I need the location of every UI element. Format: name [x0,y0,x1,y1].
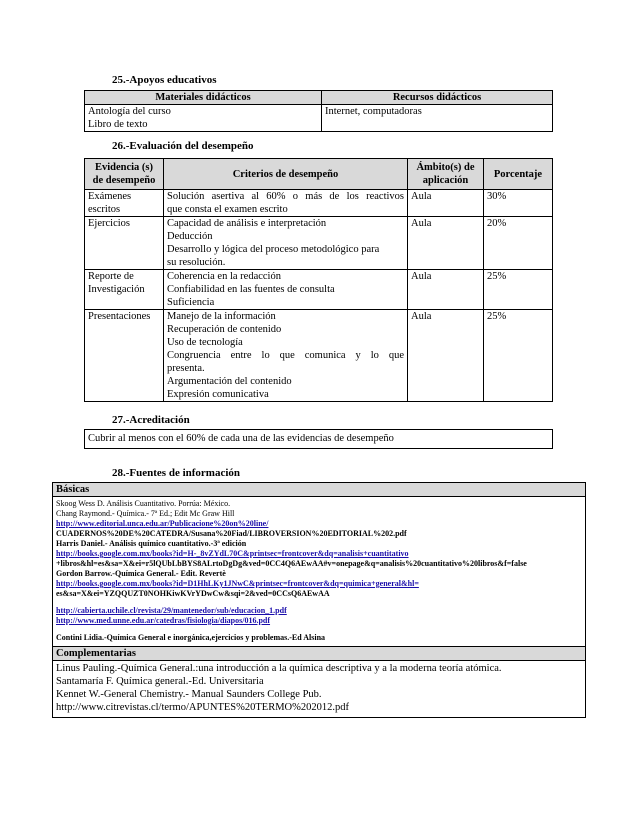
reference-item: Skoog Wess D. Análisis Cuantitativo. Porrúa: México. [56,499,231,508]
ambito-header-line: aplicación [422,175,469,186]
porcentaje-cell: 30% [484,190,553,217]
reference-item: Harris Daniel.- Análisis químico cuantitativo.-3ª edición [56,539,247,548]
complementarias-cell [53,661,586,718]
reference-item: Gordon Barrow.-Química General.- Edit. Revertè [56,569,226,578]
fuentes-table [52,482,586,718]
acreditacion-cell: Cubrir al menos con el 60% de cada una de las evidencias de desempeño [85,430,553,449]
section-heading-evaluacion: 26.-Evaluación del desempeño [112,140,254,152]
section-heading-apoyos: 25.-Apoyos educativos [112,74,217,86]
section-heading-fuentes: 28.-Fuentes de información [112,467,241,479]
spacer [56,599,582,606]
reference-link[interactable]: http://books.google.com.mx/books?id=D1HhLKy1JNwC&printsec=frontcover&dq=quimica+general&hl= [56,579,419,588]
reference-item: CUADERNOS%20DE%20CATEDRA/Susana%20Fiad/LIBROVERSION%20EDITORIAL%202.pdf [56,529,407,538]
reference-link[interactable]: http://books.google.com.mx/books?id=H-_8vZYdL70C&printsec=frontcover&dq=analisis+cuantitativo [56,549,409,558]
reference-item: es&sa=X&ei=YZQQUZT0NOHKiwKVrYDwCw&sqi=2&ved=0CCsQ6AEwAA [56,589,330,598]
basicas-header: Básicas [53,483,586,497]
col-recursos-header: Recursos didácticos [322,91,553,105]
reference-item: Chang Raymond.- Química.- 7ª Ed.; Edit Mc Graw Hill [56,509,235,518]
reference-link[interactable]: http://cabierta.uchile.cl/revista/29/mantenedor/sub/educacion_1.pdf [56,606,287,615]
reference-item: Linus Pauling.-Química General.:una introducción a la química descriptiva y a la moderna teoría atómica. [56,663,502,674]
complementarias-header: Complementarias [53,647,586,661]
col-materiales-header: Materiales didácticos [85,91,322,105]
apoyos-table [84,90,553,132]
ambito-header-line: Ámbito(s) de [416,162,475,173]
materiales-item: Antología del curso [88,106,171,117]
table-row [85,190,553,217]
reference-item: +libros&hl=es&sa=X&ei=r5lQUbLbBYS8ALrtoDgDg&ved=0CC4Q6AEwAA#v=onepage&q=analisis%20cuantitativo%20libros&f=false [56,559,527,568]
reference-link[interactable]: http://www.editorial.unca.edu.ar/Publicacione%20on%20line/ [56,519,269,528]
reference-item: Santamaría F. Química general.-Ed. Universitaria [56,676,264,687]
table-row [85,270,553,310]
spacer [56,626,582,633]
ambito-cell: Aula [408,310,484,402]
materiales-cell [85,105,322,132]
evidencia-cell: Presentaciones [85,310,164,402]
evidencia-cell: Exámenes escritos [85,190,164,217]
col-ambito-header [408,159,484,190]
reference-item: Kennet W.-General Chemistry.- Manual Saunders College Pub. [56,689,322,700]
porcentaje-cell: 20% [484,217,553,270]
ambito-cell: Aula [408,190,484,217]
col-criterios-header: Criterios de desempeño [164,159,408,190]
criterios-cell: Solución asertiva al 60% o más de los reactivos que consta el examen escrito [164,190,408,217]
porcentaje-cell: 25% [484,310,553,402]
recursos-cell: Internet, computadoras [322,105,553,132]
col-evidencia-header [85,159,164,190]
criterios-cell: Coherencia en la redacción Confiabilidad en las fuentes de consulta Suficiencia [164,270,408,310]
reference-link[interactable]: http://www.med.unne.edu.ar/catedras/fisiologia/diapos/016.pdf [56,616,271,625]
ambito-cell: Aula [408,270,484,310]
evidencia-header-line: de desempeño [92,175,156,186]
col-porcentaje-header: Porcentaje [484,159,553,190]
table-row [85,217,553,270]
table-row [85,310,553,402]
criterios-cell: Manejo de la información Recuperación de contenido Uso de tecnología Congruencia entre lo que comunica y lo que presenta. Argumentación del contenido Expresión comunicativa [164,310,408,402]
evidencia-cell: Reporte de Investigación [85,270,164,310]
evidencia-header-line: Evidencia (s) [94,162,154,173]
materiales-item: Libro de texto [88,119,148,130]
ambito-cell: Aula [408,217,484,270]
basicas-cell [53,497,586,647]
acreditacion-table [84,429,553,449]
section-heading-acreditacion: 27.-Acreditación [112,414,190,426]
reference-item: http://www.citrevistas.cl/termo/APUNTES%20TERMO%202012.pdf [56,702,349,713]
criterios-cell: Capacidad de análisis e interpretación Deducción Desarrollo y lógica del proceso metodológico para su resolución. [164,217,408,270]
evaluacion-table [84,158,553,402]
porcentaje-cell: 25% [484,270,553,310]
evidencia-cell: Ejercicios [85,217,164,270]
reference-item: Contini Lidia.-Química General e inorgánica,ejercicios y problemas.-Ed Alsina [56,633,326,642]
